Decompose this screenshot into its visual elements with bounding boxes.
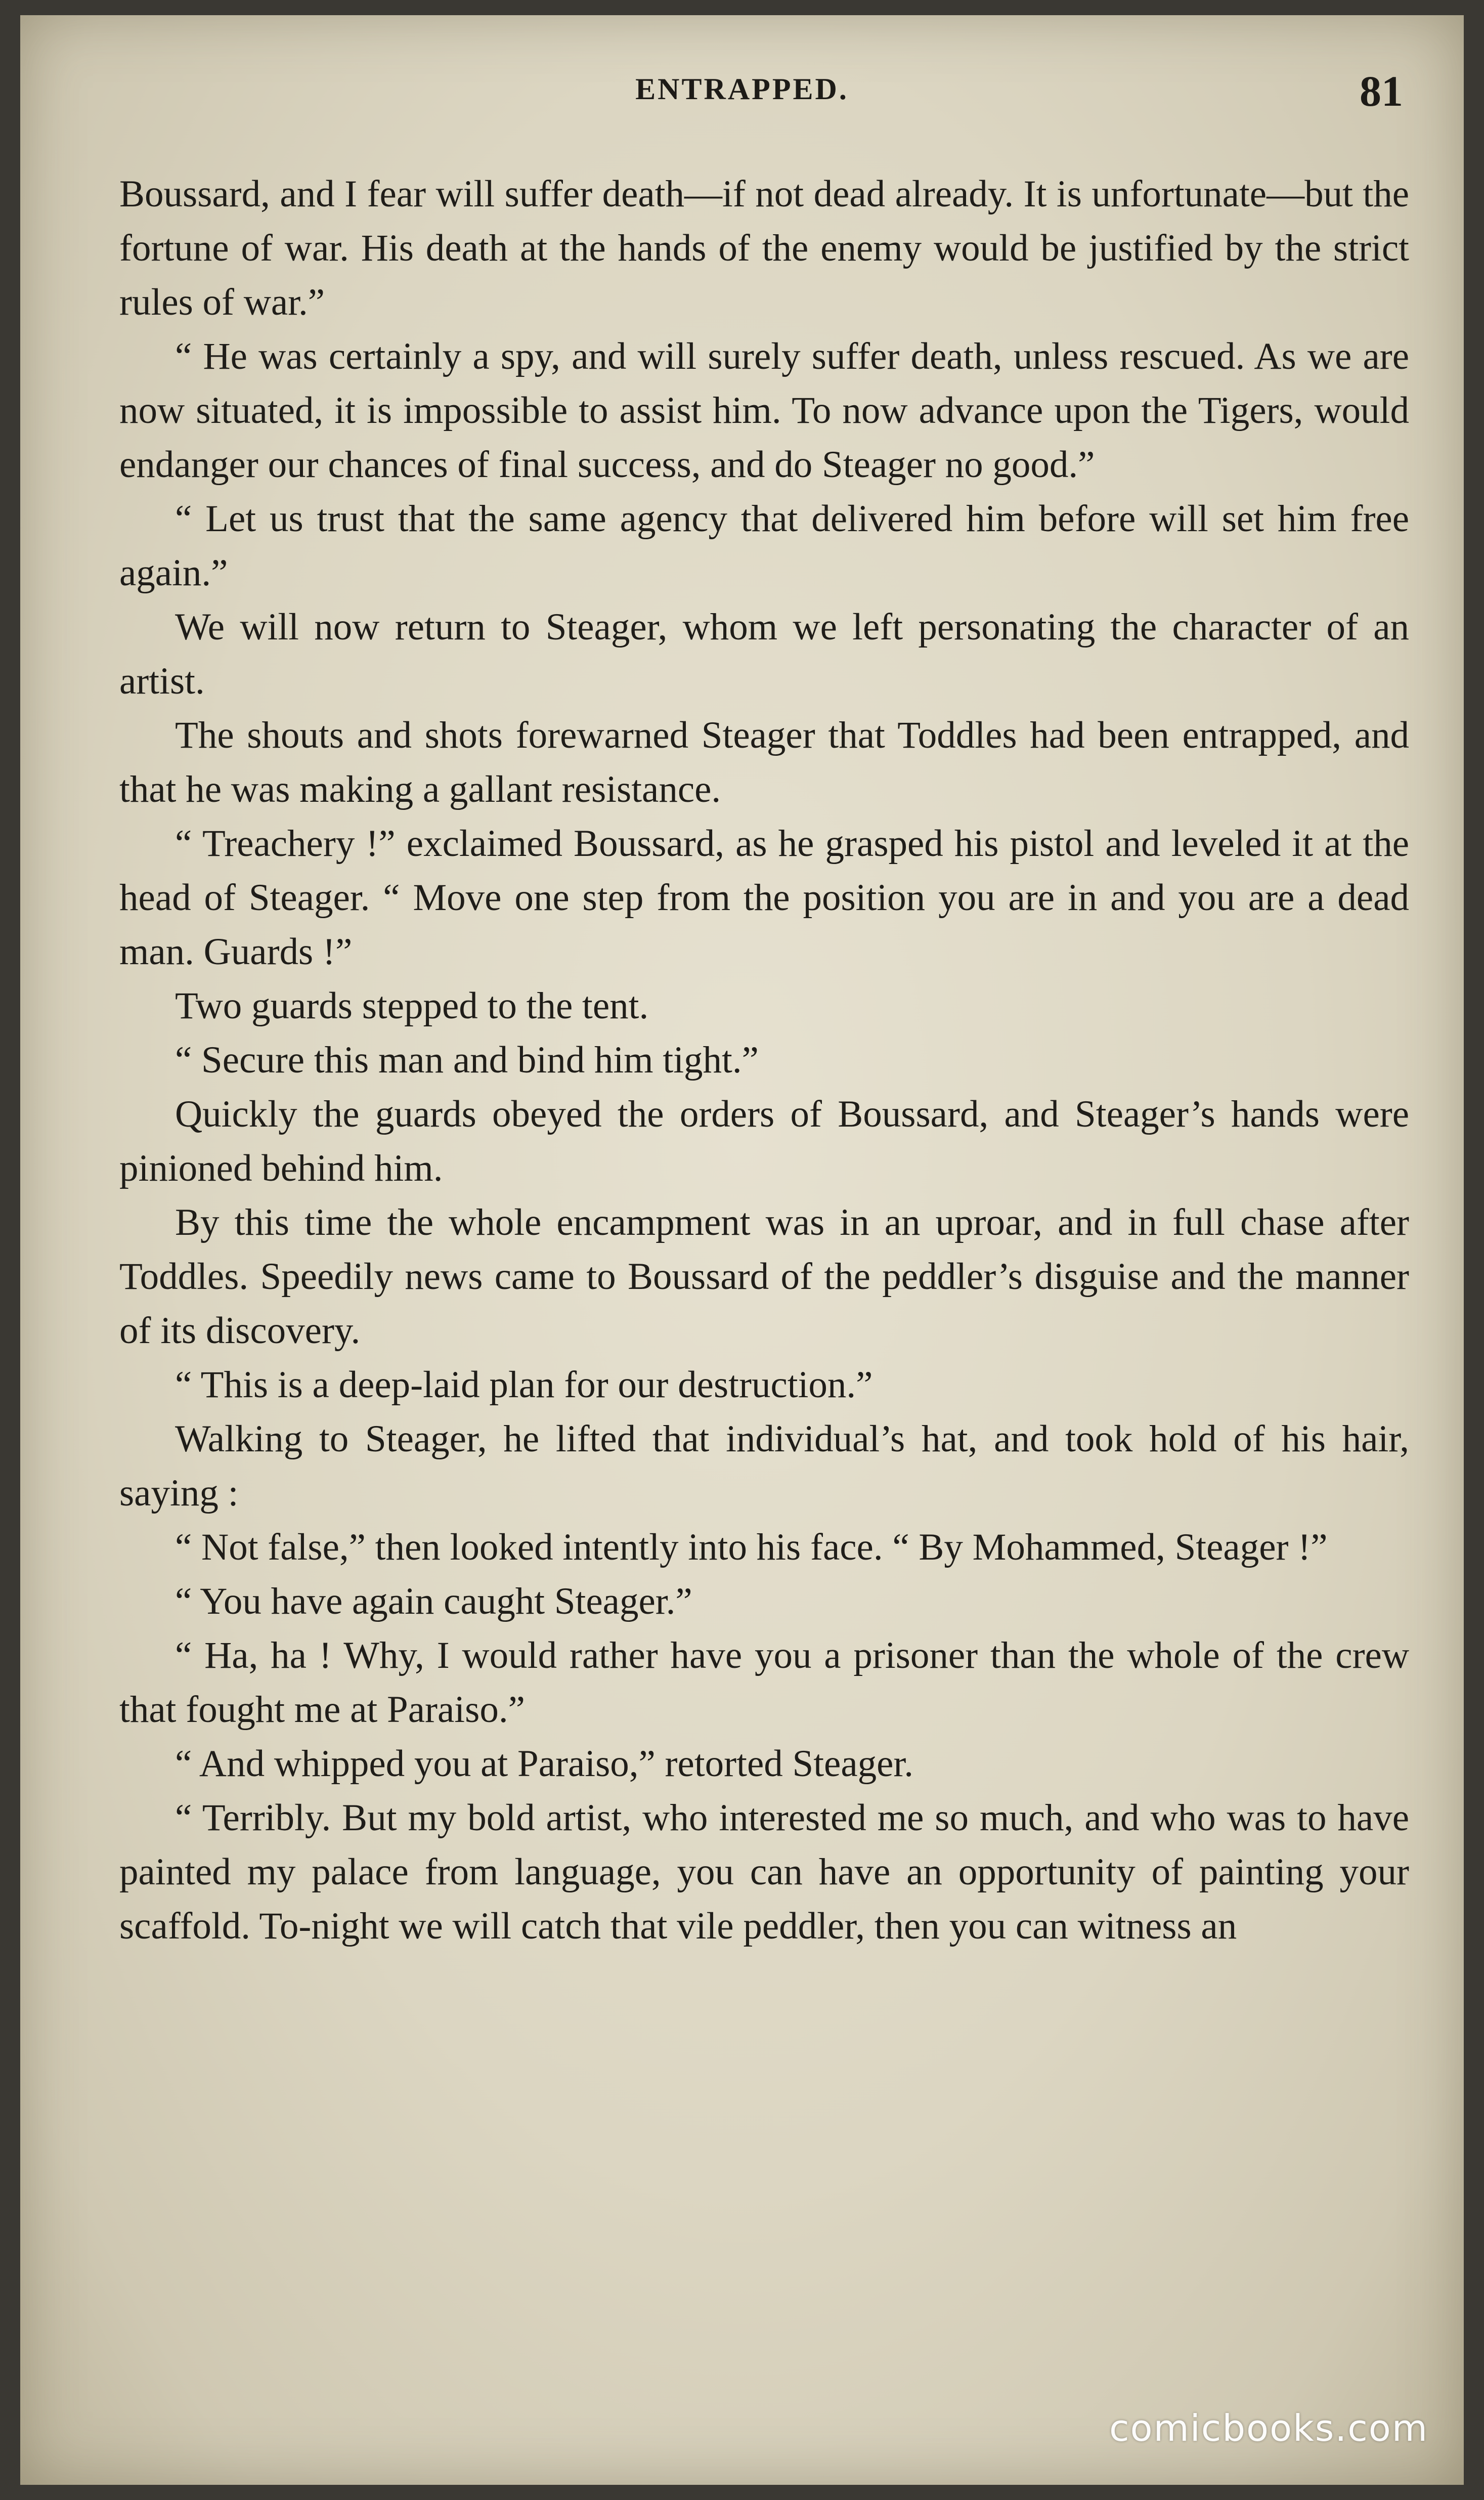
paragraph: “ Secure this man and bind him tight.” [175, 1039, 759, 1081]
running-title: ENTRAPPED. [635, 72, 849, 106]
paragraph: “ And whipped you at Paraiso,” retorted Steager. [175, 1743, 914, 1785]
paragraph: Quickly the guards obeyed the orders of Boussard, and Steager’s hands were pinioned behind him. [119, 1093, 1409, 1189]
paragraph: “ Treachery !” exclaimed Boussard, as he grasped his pistol and leveled it at the head of Steager. “ Move one step from the position you are in and you are a dead man. Guards !” [119, 823, 1409, 973]
book-page [20, 15, 1464, 2485]
paragraph: “ Terribly. But my bold artist, who interested me so much, and who was to have painted my palace from language, you can have an opportunity of painting your scaffold. To-night we will catch that vile peddler, then you can witness an [119, 1797, 1409, 1947]
paragraph: “ This is a deep-laid plan for our destruction.” [175, 1364, 873, 1406]
paragraph: Boussard, and I fear will suffer death—if not dead already. It is unfortunate—but the fortune of war. His death at the hands of the enemy would be justified by the strict rules of war.” [119, 173, 1409, 323]
paragraph: “ He was certainly a spy, and will surely suffer death, unless rescued. As we are now situated, it is impossible to assist him. To now advance upon the Tigers, would endanger our chances of final success, and do Steager no good.” [119, 335, 1409, 486]
paragraph: Walking to Steager, he lifted that individual’s hat, and took hold of his hair, saying : [119, 1418, 1409, 1514]
paragraph: “ Not false,” then looked intently into his face. “ By Mohammed, Steager !” [175, 1526, 1328, 1568]
page-number: 81 [1360, 67, 1403, 115]
page-header [20, 66, 1464, 126]
paragraph: Two guards stepped to the tent. [175, 985, 649, 1027]
body-text [119, 167, 1409, 1953]
paragraph: The shouts and shots forewarned Steager that Toddles had been entrapped, and that he was making a gallant resistance. [119, 714, 1409, 810]
paragraph: “ Let us trust that the same agency that delivered him before will set him free again.” [119, 498, 1409, 594]
paragraph: By this time the whole encampment was in an uproar, and in full chase after Toddles. Speedily news came to Boussard of the peddler’s disguise and the manner of its discovery. [119, 1201, 1409, 1352]
paragraph: “ Ha, ha ! Why, I would rather have you a prisoner than the whole of the crew that fought me at Paraiso.” [119, 1634, 1409, 1731]
paragraph: We will now return to Steager, whom we left personating the character of an artist. [119, 606, 1409, 702]
watermark: comicbooks.com [1109, 2407, 1428, 2449]
paragraph: “ You have again caught Steager.” [175, 1580, 692, 1622]
